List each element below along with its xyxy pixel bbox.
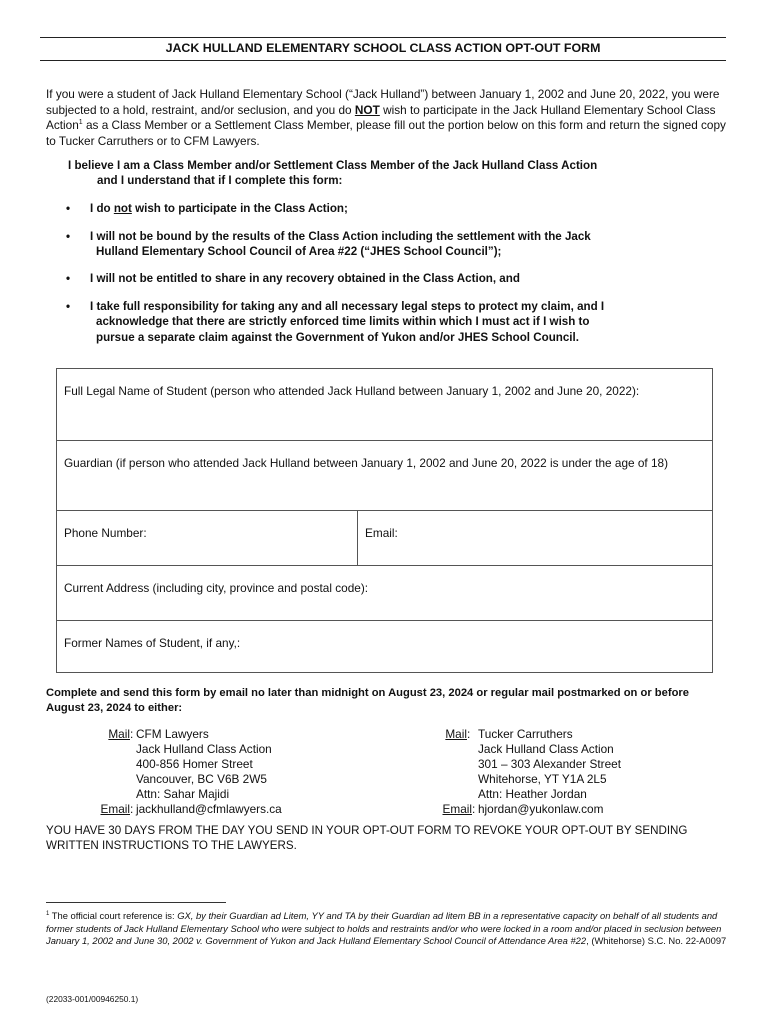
cfm-line-4: Vancouver, BC V6B 2W5 — [136, 772, 267, 786]
guardian-label: Guardian (if person who attended Jack Hulland between January 1, 2002 and June 20, 2022 is under the age of 18) — [64, 456, 669, 470]
student-name-field[interactable] — [57, 369, 712, 441]
cfm-line-2: Jack Hulland Class Action — [136, 742, 272, 756]
tucker-email-label: Email — [442, 802, 472, 816]
footnote-tail: , (Whitehorse) S.C. No. 22-A0097 — [586, 935, 727, 947]
tucker-line-3: 301 – 303 Alexander Street — [478, 757, 621, 771]
intro-text-1: If you were a student of Jack Hulland Elementary School (“Jack Hulland”) between January 1, 2002 and June 20, 2022, you were subjected to a hold, restraint, and/or seclusion, and you do — [46, 87, 720, 117]
bullet-icon: • — [66, 202, 71, 215]
guardian-field[interactable] — [57, 441, 712, 511]
footnote-marker: 1 — [78, 119, 83, 127]
tucker-line-5: Attn: Heather Jordan — [478, 787, 587, 801]
column-divider — [357, 511, 358, 565]
footnote-lead: The official court reference is: — [49, 910, 178, 921]
email-label: Email: — [365, 526, 398, 540]
opt-out-form-table — [56, 368, 713, 673]
tucker-line-2: Jack Hulland Class Action — [478, 742, 614, 756]
phone-label: Phone Number: — [64, 526, 147, 540]
bullet-2-line-1: I will not be bound by the results of the Class Action including the settlement with the Jack — [90, 230, 591, 243]
tucker-line-4: Whitehorse, YT Y1A 2L5 — [478, 772, 607, 786]
deadline-instructions: Complete and send this form by email no later than midnight on August 23, 2024 or regular mail postmarked on or before August 23, 2024 to either: — [46, 687, 689, 714]
cfm-email-link[interactable]: jackhulland@cfmlawyers.ca — [136, 802, 282, 816]
revoke-notice: YOU HAVE 30 DAYS FROM THE DAY YOU SEND IN YOUR OPT-OUT FORM TO REVOKE YOUR OPT-OUT BY SENDING WRITTEN INSTRUCTIONS TO THE LAWYERS. — [46, 824, 688, 853]
bullet-1-pre: I do — [90, 202, 114, 215]
address-field[interactable] — [57, 566, 712, 621]
former-names-field[interactable] — [57, 621, 712, 674]
cfm-line-3: 400-856 Homer Street — [136, 757, 253, 771]
bullet-icon: • — [66, 230, 71, 243]
bullet-1-post: wish to participate in the Class Action; — [131, 202, 348, 215]
bullet-2-line-2: Hulland Elementary School Council of Area #22 (“JHES School Council”); — [96, 245, 502, 259]
cfm-line-1: CFM Lawyers — [136, 727, 209, 741]
bullet-1-not: not — [113, 202, 132, 215]
document-reference: (22033-001/00946250.1) — [46, 994, 139, 1004]
former-names-label: Former Names of Student, if any,: — [64, 636, 241, 650]
tucker-mail-label: Mail — [445, 727, 467, 741]
intro-text-3: as a Class Member or a Settlement Class Member, please fill out the portion below on this form and return the signed copy to Tucker Carruthers or to CFM Lawyers. — [46, 118, 726, 148]
tucker-line-1: Tucker Carruthers — [478, 727, 573, 741]
bullet-icon: • — [66, 300, 71, 313]
bullet-4-line-3: pursue a separate claim against the Government of Yukon and/or JHES School Council. — [96, 330, 579, 344]
footnote — [46, 910, 728, 948]
bullet-4-line-1: I take full responsibility for taking any and all necessary legal steps to protect my claim, and I — [90, 300, 605, 313]
student-name-label: Full Legal Name of Student (person who attended Jack Hulland between January 1, 2002 and June 20, 2022): — [64, 384, 640, 398]
footnote-number: 1 — [46, 910, 50, 917]
intro-paragraph — [46, 87, 728, 149]
belief-statement — [68, 158, 708, 189]
cfm-line-5: Attn: Sahar Majidi — [136, 787, 230, 801]
intro-text-2: wish to participate in the Jack Hulland Elementary School Class Action — [46, 102, 716, 133]
cfm-email-label: Email — [100, 802, 130, 816]
cfm-mail-label: Mail — [108, 727, 130, 741]
address-label: Current Address (including city, province and postal code): — [64, 581, 369, 595]
cfm-address-block: Mail : CFM Lawyers Jack Hulland Class Action 400-856 Homer Street Vancouver, BC V6B 2W5 Attn: Sahar Majidi Email : jackhulland@cfmlawyers.ca — [86, 727, 386, 819]
bullet-4-line-2: acknowledge that there are strictly enforced time limits within which I must act if I wish to — [96, 315, 590, 329]
contact-row — [57, 511, 712, 566]
belief-line-1: I believe I am a Class Member and/or Settlement Class Member of the Jack Hulland Class Action — [68, 159, 598, 172]
bullet-3-text: I will not be entitled to share in any recovery obtained in the Class Action, and — [90, 272, 520, 285]
tucker-email-link[interactable]: hjordan@yukonlaw.com — [478, 802, 604, 816]
footnote-case-name: GX, by their Guardian ad Litem, YY and TA by their Guardian ad litem BB in a representative capacity on behalf of all students and former students of Jack Hulland Elementary School who were subject to holds and restraints and/or who were locked in a room and/or placed in seclusion between January 1, 2002 and June 30, 2002 v. Government of Yukon and Jack Hulland Elementary School Council of Attendance Area #22 — [46, 910, 722, 947]
intro-not: NOT — [354, 102, 380, 117]
form-title: JACK HULLAND ELEMENTARY SCHOOL CLASS ACTION OPT-OUT FORM — [40, 37, 726, 61]
belief-line-2: and I understand that if I complete this form: — [97, 174, 343, 188]
footnote-divider — [46, 902, 226, 903]
tucker-address-block: Mail : Tucker Carruthers Jack Hulland Class Action 301 – 303 Alexander Street Whitehorse, YT Y1A 2L5 Attn: Heather Jordan Email : hjordan@yukonlaw.com — [428, 727, 728, 819]
bullet-icon: • — [66, 272, 71, 285]
